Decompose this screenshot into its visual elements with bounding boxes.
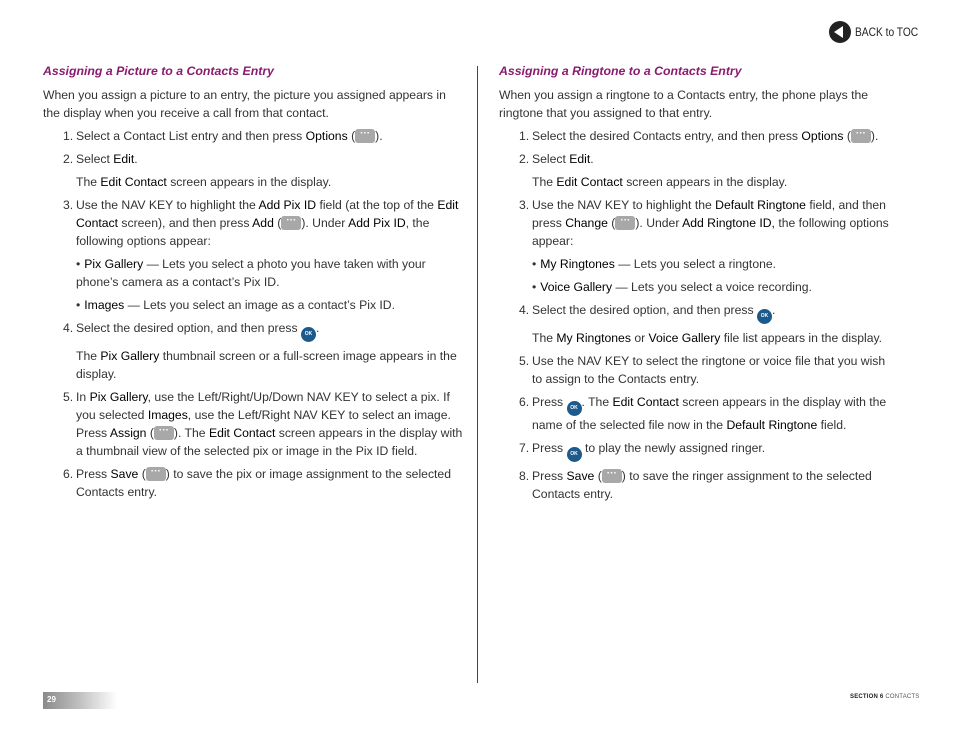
step-text: Press — [532, 395, 564, 409]
step-text: , the following options appear: — [76, 216, 430, 248]
assign-term: Assign — [109, 426, 147, 440]
note-text: The — [76, 175, 98, 189]
paren: ( — [149, 426, 154, 440]
options-term: Options — [305, 129, 348, 143]
voice-gallery-term: Voice Gallery — [540, 280, 613, 294]
step-2 — [499, 150, 889, 168]
softkey-dots-icon — [281, 216, 301, 230]
right-column — [499, 62, 889, 508]
step-number: 8. — [519, 469, 530, 483]
edit-contact-term: Edit Contact — [100, 175, 167, 189]
voice-gallery-term: Voice Gallery — [648, 331, 721, 345]
paren: ( — [277, 216, 282, 230]
option-voice-gallery — [499, 278, 889, 296]
paren: ( — [141, 467, 146, 481]
step-text: Use the NAV KEY to select the ringtone or voice file that you wish to assign to the Contacts entry. — [532, 354, 886, 386]
step-7 — [499, 439, 889, 462]
note-text: The — [532, 331, 554, 345]
section-heading-picture: Assigning a Picture to a Contacts Entry — [43, 64, 274, 78]
paren: ( — [351, 129, 356, 143]
step-text: . The — [581, 395, 610, 409]
ok-button-icon: OK — [301, 327, 316, 342]
step-number: 2. — [63, 152, 74, 166]
step-4 — [499, 301, 889, 324]
step-text: screen appears in the display with a thumbnail view of the selected pix or image in the Pix ID field. — [76, 426, 463, 458]
edit-contact-term: Edit Contact — [612, 395, 679, 409]
punct: . — [134, 152, 138, 166]
step-2 — [43, 150, 463, 168]
step-text: Select a Contact List entry and then press — [76, 129, 303, 143]
section-footer — [850, 694, 920, 700]
left-arrow-circle-icon — [829, 21, 851, 43]
paren: ). — [375, 129, 383, 143]
punct: . — [315, 321, 320, 335]
step-1 — [499, 127, 889, 145]
step-6 — [499, 393, 889, 434]
step-text: ) to save the pix or image assignment to the selected Contacts entry. — [76, 467, 451, 499]
option-desc: — Lets you select a voice recording. — [615, 280, 812, 294]
page-number-tab — [43, 692, 117, 709]
step-text: the following options appear: — [532, 216, 889, 248]
step-3 — [499, 196, 889, 250]
step-text: Press — [76, 467, 108, 481]
note-text: file list appears in the display. — [723, 331, 883, 345]
save-term: Save — [110, 467, 139, 481]
note-text: screen appears in the display. — [626, 175, 788, 189]
option-desc: — Lets you select an image as a contact’s Pix ID. — [127, 298, 395, 312]
step-text: , use the Left/Right NAV KEY to select an image. Press — [76, 408, 451, 440]
option-desc: — Lets you select a ringtone. — [618, 257, 777, 271]
section-name: CONTACTS — [885, 694, 920, 700]
paren: ). — [870, 129, 879, 143]
step-text: Use the NAV KEY to highlight the — [76, 198, 256, 212]
step-number: 2. — [519, 152, 530, 166]
step-text: field. — [820, 418, 847, 432]
step-text: screen), and then press — [121, 216, 250, 230]
section-label: SECTION 6 — [850, 694, 884, 700]
add-ringtone-id-term: Add Ringtone ID, — [682, 216, 775, 230]
step-number: 5. — [519, 354, 530, 368]
section-heading-ringtone: Assigning a Ringtone to a Contacts Entry — [499, 64, 742, 78]
softkey-dots-icon — [602, 469, 622, 483]
step-4-note — [43, 347, 463, 383]
paren: ( — [611, 216, 616, 230]
change-term: Change — [565, 216, 608, 230]
option-pix-gallery — [43, 255, 463, 291]
back-to-toc-label: BACK to TOC — [855, 25, 919, 39]
add-pix-id-term: Add Pix ID — [348, 216, 406, 230]
save-term: Save — [566, 469, 595, 483]
step-number: 3. — [63, 198, 74, 212]
step-5 — [499, 352, 889, 388]
step-6 — [43, 465, 463, 501]
step-text: screen appears in the display with the name of the selected file now in the — [532, 395, 887, 432]
step-text: Press — [532, 469, 564, 483]
pix-gallery-term: Pix Gallery — [100, 349, 160, 363]
softkey-dots-icon — [146, 467, 166, 481]
images-term: Images — [147, 408, 188, 422]
step-text: ). The — [173, 426, 206, 440]
default-ringtone-term: Default Ringtone — [726, 418, 818, 432]
step-text: field (at the top of the — [319, 198, 434, 212]
step-number: 1. — [519, 129, 530, 143]
images-term: Images — [84, 298, 125, 312]
note-text: The — [76, 349, 98, 363]
step-3 — [43, 196, 463, 250]
options-term: Options — [801, 129, 844, 143]
step-text: ) to save the ringer assignment to the selected Contacts entry. — [532, 469, 872, 501]
step-8 — [499, 467, 889, 503]
ok-button-icon: OK — [757, 309, 772, 324]
step-number: 4. — [519, 303, 530, 317]
note-text: or — [634, 331, 646, 345]
step-2-note — [43, 173, 463, 191]
bullet-mark: • — [532, 280, 537, 294]
default-ringtone-term: Default Ringtone — [715, 198, 806, 212]
column-divider — [477, 66, 478, 683]
intro-paragraph: When you assign a ringtone to a Contacts entry, the phone plays the ringtone that you assigned to that entry. — [499, 88, 869, 120]
step-number: 7. — [519, 441, 530, 455]
step-text: Use the NAV KEY to highlight the — [532, 198, 712, 212]
pix-gallery-term: Pix Gallery — [89, 390, 148, 404]
my-ringtones-term: My Ringtones — [540, 257, 615, 271]
bullet-mark: • — [532, 257, 537, 271]
paren: ( — [846, 129, 851, 143]
step-text: Select the desired Contacts entry, and then press — [532, 129, 799, 143]
step-text: field, and then press — [532, 198, 886, 230]
step-text: Press — [532, 441, 564, 455]
pix-gallery-term: Pix Gallery — [84, 257, 144, 271]
edit-term: Edit — [113, 152, 135, 166]
step-text: , use the Left/Right/Up/Down NAV KEY to select a pix. If you selected — [76, 390, 450, 422]
softkey-dots-icon — [851, 129, 871, 143]
step-text: Select the desired option, and then press — [532, 303, 754, 317]
step-4 — [43, 319, 463, 342]
add-pix-id-term: Add Pix ID — [258, 198, 317, 212]
step-text: In — [76, 390, 87, 404]
step-5 — [43, 388, 463, 460]
step-text: Select the desired option, and then press — [76, 321, 298, 335]
punct: . — [771, 303, 776, 317]
edit-contact-term: Edit Contact — [76, 198, 459, 230]
bullet-mark: • — [76, 257, 81, 271]
step-number: 4. — [63, 321, 74, 335]
option-desc: — Lets you select a photo you have taken with your phone’s camera as a contact’s Pix ID. — [76, 257, 426, 289]
step-number: 5. — [63, 390, 74, 404]
step-text: Select — [532, 152, 566, 166]
softkey-dots-icon — [154, 426, 174, 440]
punct: . — [590, 152, 594, 166]
step-text: ). Under — [301, 216, 346, 230]
page-number: 29 — [47, 695, 56, 704]
my-ringtones-term: My Ringtones — [556, 331, 631, 345]
option-my-ringtones — [499, 255, 889, 273]
step-text: to play the newly assigned ringer. — [584, 441, 766, 455]
step-2-note — [499, 173, 889, 191]
step-1 — [43, 127, 463, 145]
left-column — [43, 62, 463, 506]
ok-button-icon: OK — [567, 401, 582, 416]
option-images — [43, 296, 463, 314]
step-4-note — [499, 329, 889, 347]
softkey-dots-icon — [355, 129, 375, 143]
edit-contact-term: Edit Contact — [556, 175, 623, 189]
step-text: Select — [76, 152, 110, 166]
step-number: 1. — [63, 129, 74, 143]
edit-term: Edit — [569, 152, 591, 166]
step-number: 3. — [519, 198, 530, 212]
note-text: The — [532, 175, 554, 189]
intro-paragraph: When you assign a picture to an entry, the picture you assigned appears in the display when you receive a call from that contact. — [43, 88, 446, 120]
note-text: thumbnail screen or a full-screen image appears in the display. — [76, 349, 457, 381]
step-number: 6. — [63, 467, 74, 481]
ok-button-icon: OK — [567, 447, 582, 462]
note-text: screen appears in the display. — [170, 175, 332, 189]
paren: ( — [597, 469, 602, 483]
softkey-dots-icon — [615, 216, 635, 230]
step-text: ). Under — [635, 216, 680, 230]
bullet-mark: • — [76, 298, 81, 312]
edit-contact-term: Edit Contact — [208, 426, 276, 440]
step-number: 6. — [519, 395, 530, 409]
add-term: Add — [252, 216, 274, 230]
back-to-toc-link[interactable] — [829, 21, 929, 43]
